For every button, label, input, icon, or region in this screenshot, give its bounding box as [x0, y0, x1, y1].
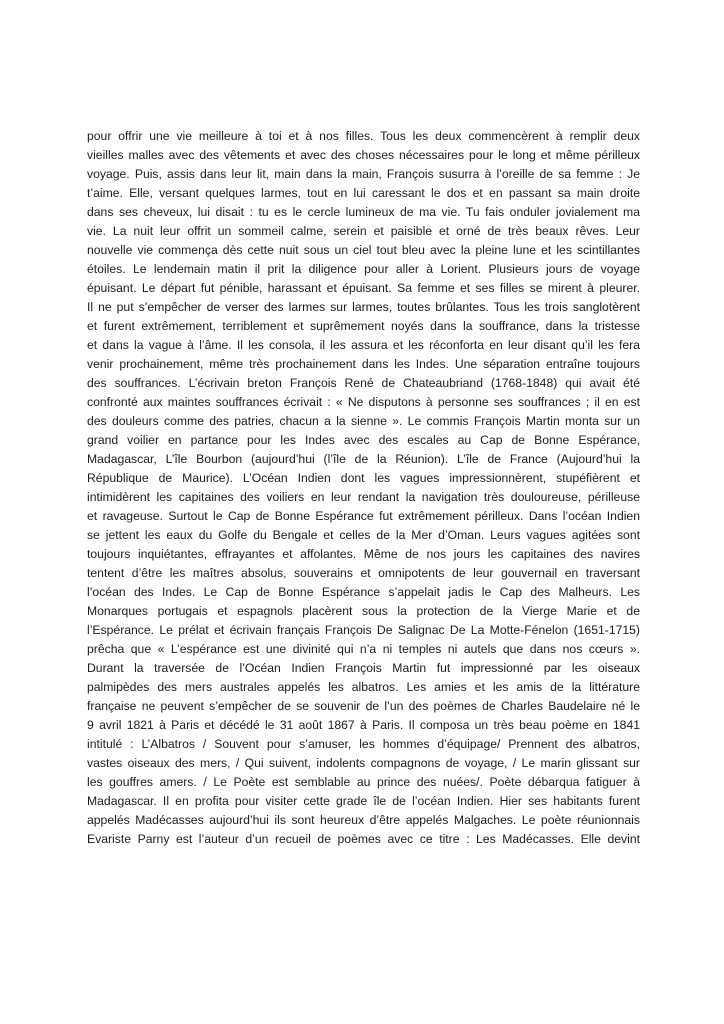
text-line: dans ses cheveux, lui disait : tu es le cercle lumineux de ma vie. Tu fais onduler jovialement ma [87, 205, 640, 219]
text-line: toujours inquiétantes, effrayantes et affolantes. Même de nos jours les capitaines des navires [87, 547, 640, 561]
text-line: prêcha que « L’espérance est une divinité qui n’a ni temples ni autels que dans nos cœurs ». [87, 642, 640, 656]
text-line: appelés Madécasses aujourd’hui ils sont heureux d’être appelés Malgaches. Le poète réunionnais [87, 813, 640, 827]
text-line: l’océan des Indes. Le Cap de Bonne Espérance s’appelait jadis le Cap des Malheurs. Les [87, 585, 640, 599]
text-line: voyage. Puis, assis dans leur lit, main dans la main, François susurra à l’oreille de sa femme : Je [87, 167, 640, 181]
text-line: et ravageuse. Surtout le Cap de Bonne Espérance fut extrêmement périlleux. Dans l’océan Indien [87, 509, 640, 523]
text-line: grand voilier en partance pour les Indes avec des escales au Cap de Bonne Espérance, [87, 433, 640, 447]
text-line: palmipèdes des mers australes appelés les albatros. Les amies et les amis de la littérature [87, 680, 640, 694]
text-line: vastes oiseaux des mers, / Qui suivent, indolents compagnons de voyage, / Le marin glissant sur [87, 756, 640, 770]
text-line: République de Maurice). L’Océan Indien dont les vagues impressionnèrent, stupéfièrent et [87, 471, 640, 485]
text-line: venir prochainement, même très prochainement dans les Indes. Une séparation entraîne toujours [87, 357, 640, 371]
text-line: des souffrances. L’écrivain breton François René de Chateaubriand (1768-1848) qui avait été [87, 376, 640, 390]
body-paragraph [87, 127, 640, 849]
text-line: Madagascar. Il en profita pour visiter cette grade île de l’océan Indien. Hier ses habitants furent [87, 794, 640, 808]
text-line: des douleurs comme des patries, chacun a la sienne ». Le commis François Martin monta sur un [87, 414, 640, 428]
text-line: l’Espérance. Le prélat et écrivain français François De Salignac De La Motte-Fénelon (1651-1715) [87, 623, 640, 637]
text-line: Madagascar, L’île Bourbon (aujourd’hui (l’île de la Réunion). L’île de France (Aujourd’hui la [87, 452, 640, 466]
text-line: française ne peuvent s’empêcher de se souvenir de l’un des poèmes de Charles Baudelaire né le [87, 699, 640, 713]
text-line: Monarques portugais et espagnols placèrent sous la protection de la Vierge Marie et de [87, 604, 640, 618]
text-line: 9 avril 1821 à Paris et décédé le 31 août 1867 à Paris. Il composa un très beau poème en 1841 [87, 718, 640, 732]
text-line: vieilles malles avec des vêtements et avec des choses nécessaires pour le long et même périlleux [87, 148, 640, 162]
text-line: pour offrir une vie meilleure à toi et à nos filles. Tous les deux commencèrent à remplir deux [87, 129, 640, 143]
text-line: tentent d’être les maîtres absolus, souverains et omnipotents de leur gouvernail en traversant [87, 566, 640, 580]
text-line: et dans la vague à l’âme. Il les consola, il les assura et les réconforta en leur disant qu’il les fera [87, 338, 640, 352]
text-line: étoiles. Le lendemain matin il prit la diligence pour aller à Lorient. Plusieurs jours de voyage [87, 262, 640, 276]
text-line: intitulé : L’Albatros / Souvent pour s’amuser, les hommes d’équipage/ Prennent des albatros, [87, 737, 640, 751]
text-line: nouvelle vie commença dès cette nuit sous un ciel tout bleu avec la pleine lune et les scintillantes [87, 243, 640, 257]
text-line: se jettent les eaux du Golfe du Bengale et celles de la Mer d’Oman. Leurs vagues agitées sont [87, 528, 640, 542]
text-line: Il ne put s’empêcher de verser des larmes sur larmes, toutes brûlantes. Tous les trois sanglotèrent [87, 300, 640, 314]
text-line: Evariste Parny est l’auteur d’un recueil de poèmes avec ce titre : Les Madécasses. Elle devint [87, 832, 640, 846]
text-line: épuisant. Le départ fut pénible, harassant et épuisant. Sa femme et ses filles se mirent à pleurer. [87, 281, 640, 295]
text-line: Durant la traversée de l’Océan Indien François Martin fut impressionné par les oiseaux [87, 661, 640, 675]
text-line: les gouffres amers. / Le Poète est semblable au prince des nuées/. Poète débarqua fatiguer à [87, 775, 640, 789]
text-line: t’aime. Elle, versant quelques larmes, tout en lui caressant le dos et en passant sa main droite [87, 186, 640, 200]
text-line: confronté aux maintes souffrances écrivait : « Ne disputons à personne ses souffrances ; il en est [87, 395, 640, 409]
text-line: vie. La nuit leur offrit un sommeil calme, serein et paisible et orné de très beaux rêves. Leur [87, 224, 640, 238]
text-line: intimidèrent les capitaines des voiliers en leur rendant la navigation très douloureuse, périlleuse [87, 490, 640, 504]
text-line: et furent extrêmement, terriblement et suprêmement noyés dans la souffrance, dans la tristesse [87, 319, 640, 333]
